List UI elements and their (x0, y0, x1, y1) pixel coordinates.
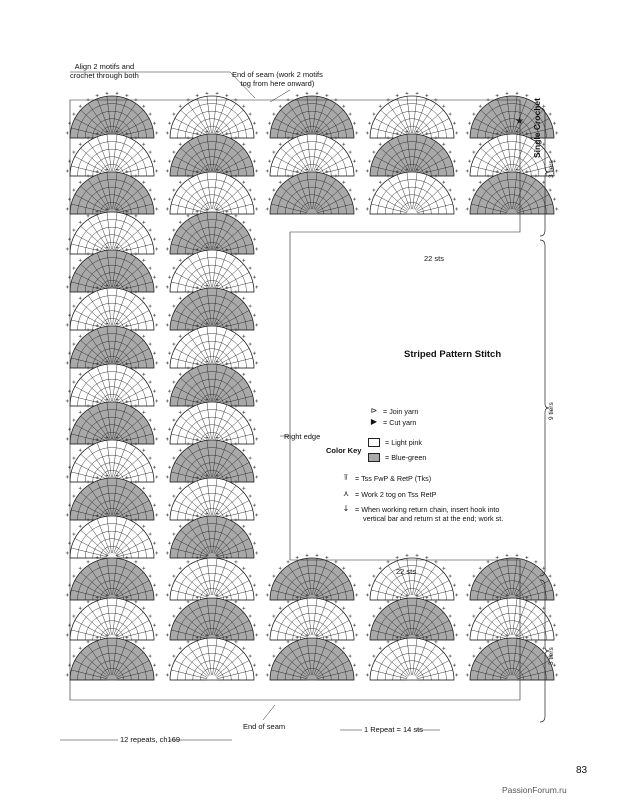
fan-motif (66, 92, 158, 138)
single-crochet-label: Single Crochet (532, 98, 542, 158)
key-tss-text: = Tss FwP & RetP (Tks) (355, 474, 432, 483)
right-edge-label: Right edge (284, 432, 321, 441)
fan-motif (266, 634, 358, 680)
fan-motif (166, 92, 258, 138)
fan-motif (266, 92, 358, 138)
fan-motif (66, 554, 158, 600)
fan-motif (366, 92, 458, 138)
star-icon: ★ (515, 116, 524, 127)
fan-motif (266, 594, 358, 640)
stitch-count-bottom: 22 sts (396, 567, 417, 576)
end-of-seam-bottom-label: End of seam (243, 722, 286, 731)
watermark: PassionForum.ru (502, 785, 567, 795)
blue-green-text: = Blue-green (385, 453, 427, 462)
fan-motif (166, 634, 258, 680)
color-key-light-pink (368, 438, 422, 447)
key-return-chain-text (355, 505, 503, 523)
align-motifs-label (70, 62, 139, 80)
color-key-blue-green (368, 453, 426, 462)
down-arrow-icon: ↓ (342, 504, 350, 513)
tiers-bottom-label: 3 tiers (548, 647, 555, 665)
page-number: 83 (576, 765, 588, 776)
fan-motif (166, 554, 258, 600)
fan-motif (66, 594, 158, 640)
key-join-yarn-text: = Join yarn (383, 407, 419, 416)
cut-yarn-icon: ▶ (370, 417, 378, 426)
fan-motif (266, 554, 358, 600)
diagram-title: Striped Pattern Stitch (404, 349, 502, 360)
repeats-label: 12 repeats, ch169 (120, 735, 181, 744)
fan-motif (466, 554, 558, 600)
key-return-chain (340, 505, 503, 523)
key-return-chain-line1: = When working return chain, insert hook into (355, 505, 500, 514)
chart-body (60, 72, 558, 740)
key-work-2-tog (340, 490, 436, 499)
tiers-middle-label: 9 tiers (548, 402, 555, 420)
fan-motif (366, 554, 458, 600)
key-cut-yarn-text: = Cut yarn (383, 418, 417, 427)
light-pink-swatch (368, 438, 380, 447)
end-of-seam-top-label (232, 70, 323, 88)
align-motifs-line2: crochet through both (70, 71, 139, 80)
blue-green-swatch (368, 453, 380, 462)
fan-motif (66, 634, 158, 680)
fan-motif (66, 208, 158, 254)
end-of-seam-bottom-leader (263, 705, 275, 720)
key-join-yarn (368, 407, 418, 416)
end-of-seam-top-line1: End of seam (work 2 motifs (232, 70, 323, 79)
repeat-width-label: 1 Repeat = 14 sts (364, 725, 423, 734)
tss-stitch-icon: ⫪ (343, 473, 349, 482)
fan-motif (366, 594, 458, 640)
color-key-label: Color Key (326, 446, 362, 455)
fan-motif (366, 634, 458, 680)
fan-motif (466, 594, 558, 640)
work-2-tog-icon: ⋏ (343, 489, 349, 498)
join-yarn-icon: ⊳ (370, 406, 378, 415)
end-of-seam-top-line2: tog from here onward) (240, 79, 315, 88)
key-tss (340, 474, 431, 483)
align-motifs-line1: Align 2 motifs and (74, 62, 135, 71)
tiers-top-label: 3 tiers (548, 160, 555, 178)
fan-motif (466, 92, 558, 138)
stitch-count-top: 22 sts (424, 254, 445, 263)
fan-motif (166, 594, 258, 640)
key-work-2-tog-text: = Work 2 tog on Tss RetP (355, 490, 437, 499)
key-cut-yarn (368, 418, 416, 427)
fan-motif (166, 208, 258, 254)
key-return-chain-line2: vertical bar and return st at the end; work st. (363, 514, 504, 523)
fan-motif (466, 634, 558, 680)
light-pink-text: = Light pink (385, 438, 422, 447)
